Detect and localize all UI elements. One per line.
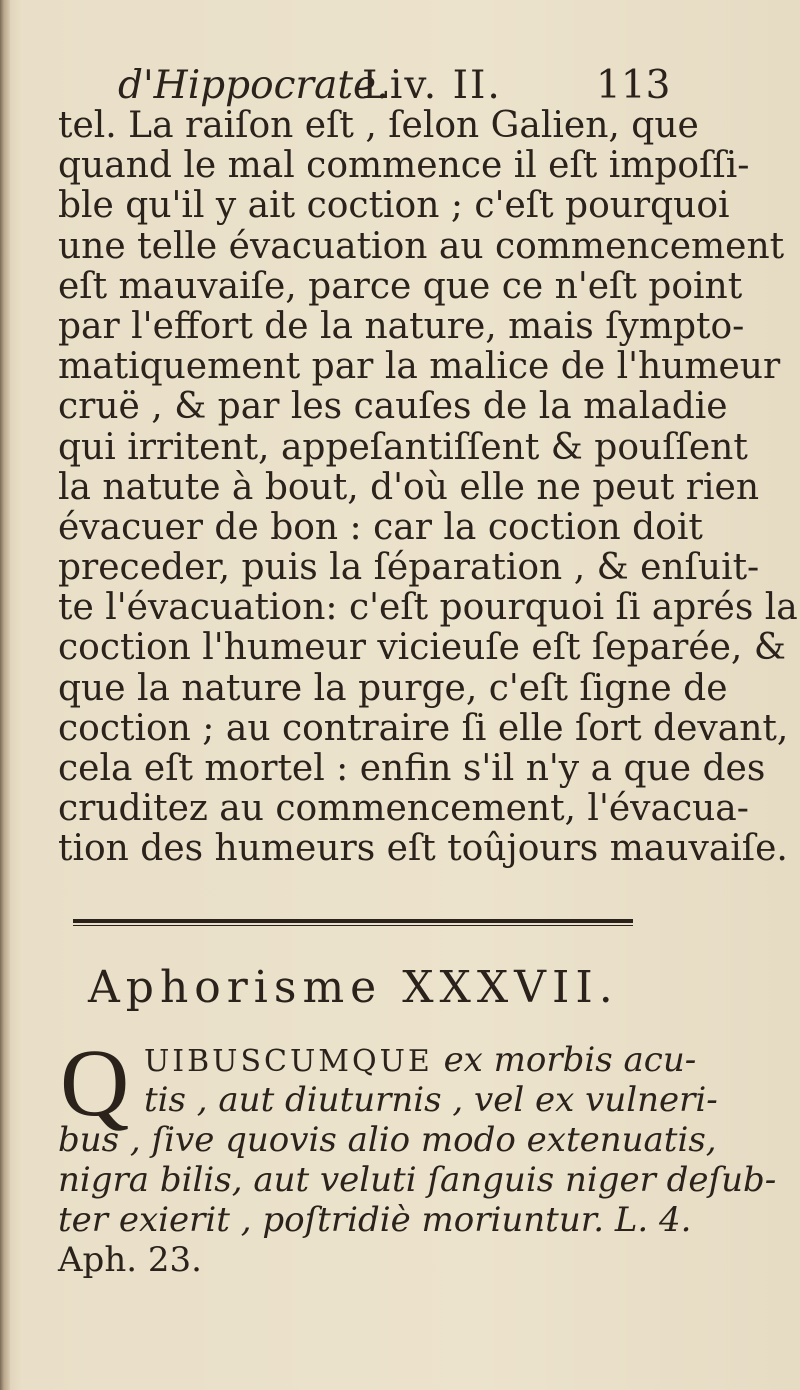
text-line: ter exierit , poſtridiè moriuntur. L. 4. (58, 1200, 692, 1240)
text-line: évacuer de bon : car la coction doit (58, 506, 703, 548)
text-line: Aph. 23. (58, 1240, 202, 1280)
text-line: la natute à bout, d'où elle ne peut rien (58, 466, 760, 508)
aphorism-heading: Aphorisme XXXVII. (88, 962, 619, 1013)
text-line: coction l'humeur vicieuſe eſt ſeparée, & (58, 627, 786, 669)
text-line: une telle évacuation au commencement (58, 225, 785, 267)
text-line: tel. La raiſon eſt , ſelon Galien, que (58, 105, 699, 146)
text-line: cela eſt mortel : enfin s'il n'y a que des (58, 748, 766, 789)
page-gutter (0, 0, 10, 1390)
text-line: que la nature la purge, c'eſt ſigne de (58, 667, 728, 709)
text-line: tis , aut diuturnis , vel ex vulneri- (144, 1080, 718, 1120)
italic-text: ex morbis acu- (443, 1040, 697, 1080)
body-paragraph (58, 105, 798, 870)
divider-thin-rule (73, 925, 633, 926)
text-line: te l'évacuation: c'eſt pourquoi ſi aprés la (58, 587, 798, 629)
book-number: Liv. II. (362, 63, 502, 108)
text-line: coction ; au contraire ſi elle ſort devant, (58, 707, 789, 749)
section-divider (73, 918, 633, 928)
text-line: par l'effort de la nature, mais ſympto- (58, 305, 745, 347)
text-line (58, 1040, 697, 1080)
text-line: ble qu'il y ait coction ; c'eſt pourquoi (58, 185, 730, 227)
latin-aphorism-text (58, 1029, 777, 1280)
text-line: eſt mauvaiſe, parce que ce n'eſt point (58, 265, 743, 307)
text-line: nigra bilis, aut veluti ſanguis niger deſub- (58, 1160, 777, 1200)
text-line: qui irritent, appeſantiſſent & pouſſent (58, 426, 748, 468)
divider-thick-rule (73, 919, 633, 923)
text-line: cruë , & par les cauſes de la maladie (58, 386, 728, 428)
text-line: tion des humeurs eſt toûjours mauvaiſe. (58, 828, 788, 870)
text-line: cruditez au commencement, l'évacua- (58, 788, 749, 830)
text-line: quand le mal commence il eſt impoſſi- (58, 145, 750, 187)
text-line: bus , ſive quovis alio modo extenuatis, (58, 1120, 717, 1160)
drop-cap: Q (60, 1029, 130, 1136)
small-caps-word: UIBUSCUMQUE (144, 1044, 433, 1079)
page-number: 113 (596, 63, 671, 108)
text-line: matiquement par la malice de l'humeur (58, 346, 781, 388)
running-title: d'Hippocrate. (118, 63, 389, 108)
text-line: preceder, puis la ſéparation , & enſuit- (58, 547, 760, 589)
